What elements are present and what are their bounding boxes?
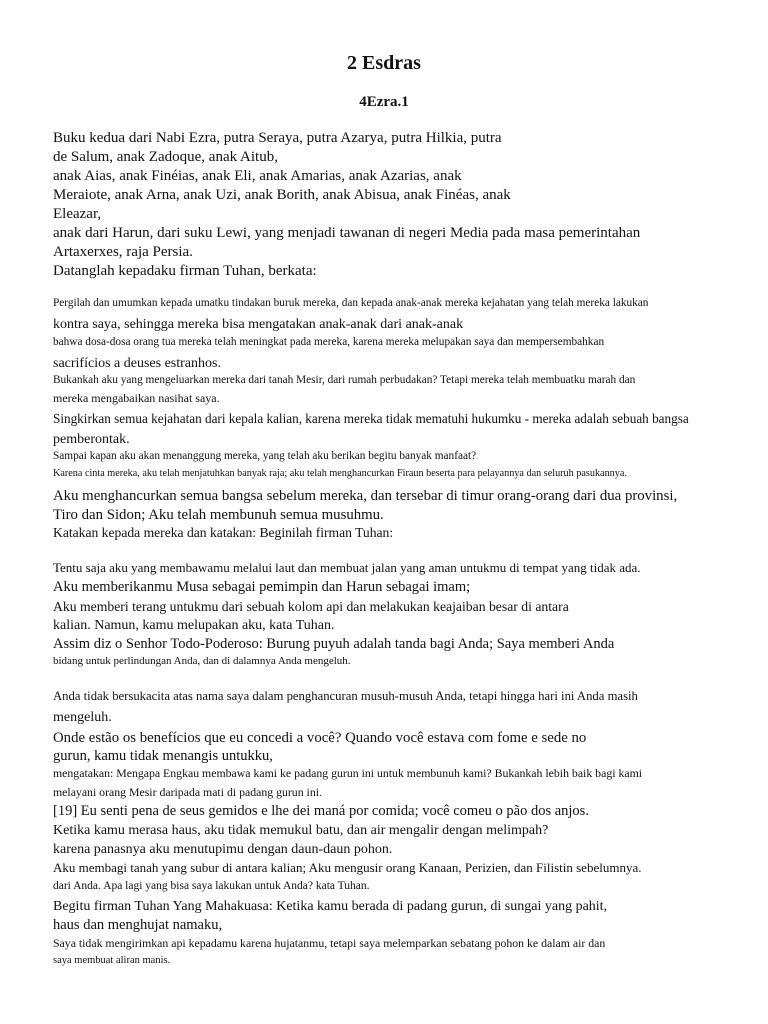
chapter-heading: 4Ezra.1 xyxy=(359,94,409,110)
text-line: mengeluh. xyxy=(53,710,112,725)
text-line: anak dari Harun, dari suku Lewi, yang menjadi tawanan di negeri Media pada masa pemerintahan xyxy=(53,225,641,241)
text-line: dari Anda. Apa lagi yang bisa saya lakukan untuk Anda? kata Tuhan. xyxy=(53,880,370,892)
text-line: bidang untuk perlindungan Anda, dan di dalamnya Anda mengeluh. xyxy=(53,655,351,667)
text-line: bahwa dosa-dosa orang tua mereka telah meningkat pada mereka, karena mereka melupakan saya dan mempersembahkan xyxy=(53,336,605,348)
text-line: Eleazar, xyxy=(53,206,102,222)
text-line: de Salum, anak Zadoque, anak Aitub, xyxy=(53,149,278,165)
text-line: anak Aias, anak Finéias, anak Eli, anak Amarias, anak Azarias, anak xyxy=(53,168,462,184)
text-line: Saya tidak mengirimkan api kepadamu karena hujatanmu, tetapi saya melemparkan sebatang pohon ke dalam air dan xyxy=(53,936,606,950)
text-line: Aku menghancurkan semua bangsa sebelum mereka, dan tersebar di timur orang-orang dari dua provinsi, xyxy=(53,488,678,504)
text-line: Aku membagi tanah yang subur di antara kalian; Aku mengusir orang Kanaan, Perizien, dan Filistin sebelumnya. xyxy=(53,860,642,875)
text-line: Singkirkan semua kejahatan dari kepala kalian, karena mereka tidak mematuhi hukumku - mereka adalah sebuah bangsa xyxy=(53,411,689,426)
text-line: Sampai kapan aku akan menanggung mereka, yang telah aku berikan begitu banyak manfaat? xyxy=(53,450,477,462)
text-line: Anda tidak bersukacita atas nama saya dalam penghancuran musuh-musuh Anda, tetapi hingga hari ini Anda masih xyxy=(53,689,638,703)
text-line: Datanglah kepadaku firman Tuhan, berkata: xyxy=(53,263,317,279)
text-line: Begitu firman Tuhan Yang Mahakuasa: Ketika kamu berada di padang gurun, di sungai yang pahit, xyxy=(53,899,608,914)
text-line: haus dan menghujat namaku, xyxy=(53,917,223,933)
text-line: Assim diz o Senhor Todo-Poderoso: Burung puyuh adalah tanda bagi Anda; Saya memberi Anda xyxy=(53,636,615,652)
text-line: Karena cinta mereka, aku telah menjatuhkan banyak raja; aku telah menghancurkan Firaun beserta para pelayannya dan seluruh pasukannya. xyxy=(53,468,627,479)
text-line: Aku memberi terang untukmu dari sebuah kolom api dan melakukan keajaiban besar di antara xyxy=(53,599,569,614)
text-line: Artaxerxes, raja Persia. xyxy=(53,244,193,260)
text-line: Pergilah dan umumkan kepada umatku tindakan buruk mereka, dan kepada anak-anak mereka kejahatan yang telah mereka lakukan xyxy=(53,297,649,309)
text-line: melayani orang Mesir daripada mati di padang gurun ini. xyxy=(53,785,322,799)
text-line: Aku memberikanmu Musa sebagai pemimpin dan Harun sebagai imam; xyxy=(53,579,471,595)
text-line: Tentu saja aku yang membawamu melalui laut dan membuat jalan yang aman untukmu di tempat yang tidak ada. xyxy=(53,560,641,575)
text-line: Ketika kamu merasa haus, aku tidak memukul batu, dan air mengalir dengan melimpah? xyxy=(53,823,549,838)
text-line: karena panasnya aku menutupimu dengan daun-daun pohon. xyxy=(53,842,393,857)
text-line: pemberontak. xyxy=(53,432,130,447)
text-line: Meraiote, anak Arna, anak Uzi, anak Borith, anak Abisua, anak Finéas, anak xyxy=(53,187,511,203)
text-line: kontra saya, sehingga mereka bisa mengatakan anak-anak dari anak-anak xyxy=(53,317,464,332)
text-line: mengatakan: Mengapa Engkau membawa kami ke padang gurun ini untuk membunuh kami? Bukankah lebih baik bagi kami xyxy=(53,766,643,780)
text-line: Katakan kepada mereka dan katakan: Beginilah firman Tuhan: xyxy=(53,525,394,540)
text-line: gurun, kamu tidak menangis untukku, xyxy=(53,748,273,764)
text-line: Onde estão os benefícios que eu concedi a você? Quando você estava com fome e sede no xyxy=(53,730,587,746)
text-line: [19] Eu senti pena de seus gemidos e lhe dei maná por comida; você comeu o pão dos anjos. xyxy=(53,803,589,819)
text-line: mereka mengabaikan nasihat saya. xyxy=(53,391,220,405)
document-title: 2 Esdras xyxy=(347,52,421,74)
text-line: Bukankah aku yang mengeluarkan mereka dari tanah Mesir, dari rumah perbudakan? Tetapi mereka telah membuatku marah dan xyxy=(53,374,636,386)
text-line: saya membuat aliran manis. xyxy=(53,955,171,966)
text-line: Tiro dan Sidon; Aku telah membunuh semua musuhmu. xyxy=(53,507,384,523)
text-line: sacrifícios a deuses estranhos. xyxy=(53,356,221,371)
text-line: Buku kedua dari Nabi Ezra, putra Seraya, putra Azarya, putra Hilkia, putra xyxy=(53,130,502,146)
text-line: kalian. Namun, kamu melupakan aku, kata Tuhan. xyxy=(53,618,335,633)
